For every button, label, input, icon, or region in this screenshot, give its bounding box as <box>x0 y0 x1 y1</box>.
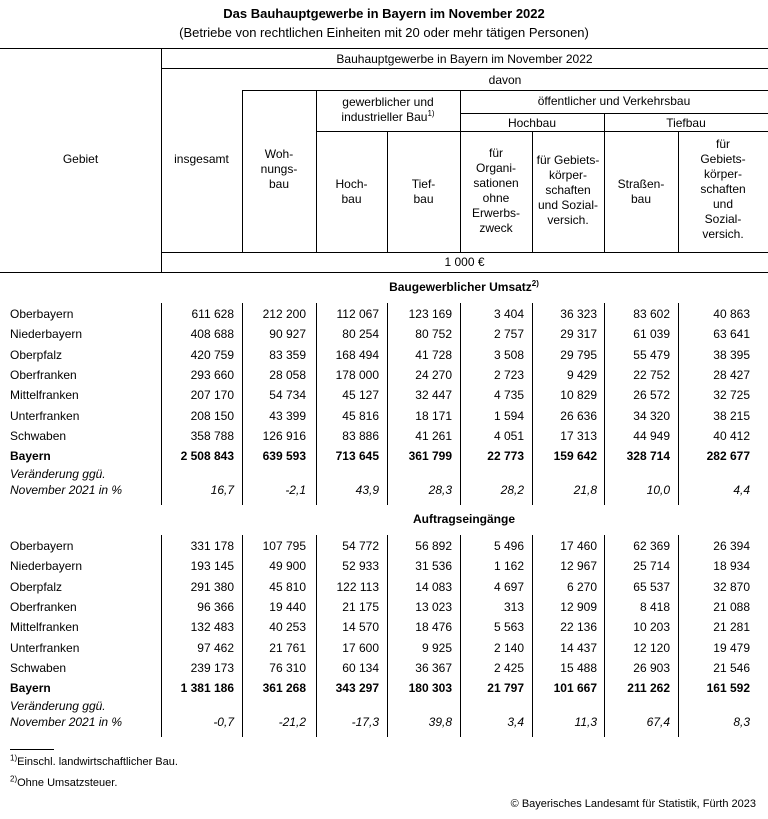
table-cell: -2,1 <box>285 483 306 498</box>
table-cell: 343 297 <box>335 681 379 696</box>
table-cell: 180 303 <box>408 681 452 696</box>
row-label: Oberfranken <box>10 599 77 614</box>
table-cell: 1 594 <box>493 408 524 423</box>
header-wohnungsbau <box>242 147 316 192</box>
table-cell: 13 023 <box>415 599 452 614</box>
footnote-ref: 2) <box>531 279 539 288</box>
table-cell: 36 367 <box>415 660 452 675</box>
table-cell: 10 829 <box>560 388 597 403</box>
header-line: für Gebiets- <box>536 153 600 167</box>
row-label: Oberpfalz <box>10 347 63 362</box>
header-davon: davon <box>488 73 522 87</box>
table-row <box>0 324 768 344</box>
table-cell: 293 660 <box>190 367 234 382</box>
page-title: Das Bauhauptgewerbe in Bayern im November 2022 <box>223 6 545 21</box>
header-line: Sozial- <box>704 212 742 226</box>
table-cell: 55 479 <box>633 347 670 362</box>
table-row <box>0 345 768 365</box>
total-row <box>0 678 768 698</box>
header-gebietskoerperschaften-tiefbau <box>678 137 768 242</box>
row-label: Schwaben <box>10 428 67 443</box>
footnote-mark: 1) <box>10 753 18 763</box>
table-cell: 17 600 <box>342 640 379 655</box>
table-cell: 112 067 <box>336 307 379 321</box>
row-label: Bayern <box>10 449 51 464</box>
table-cell: 21 088 <box>713 599 750 614</box>
row-label: Veränderung ggü. <box>10 699 106 714</box>
table-cell: 2 425 <box>493 660 524 675</box>
table-cell: 313 <box>503 599 524 614</box>
table-top-rule <box>0 48 768 49</box>
table-cell: 22 136 <box>560 620 597 635</box>
table-cell: 22 752 <box>633 367 670 382</box>
header-line: versich. <box>702 227 744 241</box>
table-cell: 2 723 <box>493 367 524 382</box>
header-line: gewerblicher und <box>342 95 434 109</box>
footnote-1 <box>10 753 178 768</box>
table-cell: 24 270 <box>415 367 452 382</box>
row-label: November 2021 in % <box>10 483 123 498</box>
section-title-text: Auftragseingänge <box>412 512 515 526</box>
table-cell: 12 120 <box>633 640 670 655</box>
header-unit: 1 000 € <box>444 255 485 269</box>
header-strassenbau <box>604 177 678 207</box>
table-row <box>0 597 768 617</box>
table-cell: 28 427 <box>713 367 750 382</box>
table-cell: 80 254 <box>342 327 379 342</box>
page-subtitle: (Betriebe von rechtlichen Einheiten mit 20 oder mehr tätigen Personen) <box>179 25 589 40</box>
header-line: Tief- <box>411 177 436 191</box>
table-cell: 63 641 <box>713 327 750 342</box>
header-line: industrieller Bau <box>341 110 428 124</box>
table-cell: 90 927 <box>269 327 306 342</box>
table-cell: 62 369 <box>633 539 670 553</box>
table-cell: 38 395 <box>713 347 750 362</box>
table-cell: 291 380 <box>190 579 234 594</box>
table-cell: 61 039 <box>633 327 670 342</box>
table-cell: 26 636 <box>560 408 597 423</box>
table-cell: 14 437 <box>560 640 597 655</box>
table-cell: 14 083 <box>415 579 452 594</box>
table-cell: 132 483 <box>190 620 234 635</box>
table-cell: 12 909 <box>560 599 597 614</box>
header-tiefbau <box>387 177 460 207</box>
table-cell: 5 496 <box>493 539 524 553</box>
table-cell: 21 761 <box>269 640 306 655</box>
table-cell: 1 162 <box>493 559 524 574</box>
header-rule <box>460 113 768 114</box>
table-cell: 19 440 <box>269 599 306 614</box>
header-line: körper- <box>548 168 587 182</box>
row-label: Oberbayern <box>10 307 74 321</box>
table-cell: 43,9 <box>355 483 379 498</box>
change-row <box>0 698 768 734</box>
table-cell: 123 169 <box>408 307 452 321</box>
table-cell: 28 058 <box>269 367 306 382</box>
table-cell: 239 173 <box>190 660 234 675</box>
table-cell: 26 394 <box>713 539 750 553</box>
table-cell: 361 268 <box>262 681 306 696</box>
table-cell: 4 735 <box>493 388 524 403</box>
table-cell: 3 508 <box>493 347 524 362</box>
table-cell: 80 752 <box>415 327 452 342</box>
header-organisationen <box>460 146 532 236</box>
table-cell: 4 697 <box>493 579 524 594</box>
table-row <box>0 406 768 426</box>
table-cell: 32 447 <box>415 388 452 403</box>
row-label: Niederbayern <box>10 559 83 574</box>
table-cell: 1 381 186 <box>180 681 234 696</box>
row-label: Bayern <box>10 681 51 696</box>
table-cell: 208 150 <box>190 408 234 423</box>
header-line: bau <box>341 192 362 206</box>
table-cell: 45 127 <box>342 388 379 403</box>
table-cell: 28,3 <box>428 483 452 498</box>
table-cell: 2 508 843 <box>180 449 234 464</box>
table-cell: 8 418 <box>639 599 670 614</box>
table-cell: 40 412 <box>713 428 750 443</box>
header-gebiet: Gebiet <box>62 152 99 166</box>
table-cell: 83 886 <box>342 428 379 443</box>
table-cell: 17 313 <box>560 428 597 443</box>
table-cell: 10 203 <box>633 620 670 635</box>
table-cell: 17 460 <box>560 539 597 553</box>
footnote-rule <box>10 749 54 750</box>
header-rule <box>316 131 768 132</box>
table-cell: 26 903 <box>633 660 670 675</box>
header-line: Organi- <box>475 161 516 175</box>
table-cell: 6 270 <box>566 579 597 594</box>
table-cell: 44 949 <box>633 428 670 443</box>
row-label: Unterfranken <box>10 640 80 655</box>
header-tiefbau-group: Tiefbau <box>666 116 706 130</box>
table-cell: 45 816 <box>342 408 379 423</box>
table-cell: 126 916 <box>262 428 306 443</box>
row-label: Schwaben <box>10 660 67 675</box>
table-cell: 4 051 <box>493 428 524 443</box>
table-cell: 21 797 <box>487 681 524 696</box>
header-line: körper- <box>703 167 742 181</box>
header-gebietskoerperschaften-hochbau <box>532 153 604 228</box>
table-cell: 45 810 <box>269 579 306 594</box>
copyright: © Bayerisches Landesamt für Statistik, Fürth 2023 <box>510 798 756 810</box>
table-cell: 65 537 <box>633 579 670 594</box>
table-cell: 21,8 <box>573 483 597 498</box>
table-cell: 54 734 <box>269 388 306 403</box>
table-cell: 107 795 <box>262 539 306 553</box>
header-line: und <box>712 197 734 211</box>
row-label: Unterfranken <box>10 408 80 423</box>
table-cell: 19 479 <box>713 640 750 655</box>
table-cell: 4,4 <box>733 483 750 498</box>
header-line: Erwerbs- <box>471 206 520 220</box>
table-cell: 2 140 <box>493 640 524 655</box>
table-cell: 18 934 <box>713 559 750 574</box>
table-cell: -0,7 <box>213 715 234 730</box>
table-cell: 211 262 <box>627 681 670 696</box>
table-cell: 52 933 <box>342 559 379 574</box>
table-cell: 41 261 <box>415 428 452 443</box>
table-cell: 611 628 <box>191 307 234 321</box>
table-cell: 10,0 <box>646 483 670 498</box>
table-cell: 361 799 <box>408 449 452 464</box>
table-cell: 32 870 <box>713 579 750 594</box>
table-cell: 282 677 <box>706 449 750 464</box>
section-title-auftraege <box>160 512 768 526</box>
table-cell: 83 359 <box>269 347 306 362</box>
header-line: schaften <box>700 182 746 196</box>
table-cell: 5 563 <box>493 620 524 635</box>
header-rule <box>242 90 768 91</box>
table-cell: 2 757 <box>493 327 524 342</box>
table-cell: 40 863 <box>713 307 750 321</box>
table-cell: 3,4 <box>507 715 524 730</box>
table-cell: 36 323 <box>560 307 597 321</box>
header-line: ohne <box>482 191 510 205</box>
header-line: für <box>488 146 503 160</box>
header-gewerblicher <box>316 95 460 125</box>
table-cell: 34 320 <box>633 408 670 423</box>
table-cell: 358 788 <box>190 428 234 443</box>
table-cell: 18 476 <box>415 620 452 635</box>
table-row <box>0 536 768 556</box>
header-line: schaften <box>545 183 591 197</box>
table-cell: 26 572 <box>633 388 670 403</box>
table-row <box>0 556 768 576</box>
table-cell: 8,3 <box>733 715 750 730</box>
table-cell: 3 404 <box>493 307 524 321</box>
table-cell: 178 000 <box>335 367 379 382</box>
table-row <box>0 426 768 446</box>
table-row <box>0 385 768 405</box>
table-row <box>0 638 768 658</box>
table-cell: 97 462 <box>197 640 234 655</box>
header-oeffentlicher: öffentlicher und Verkehrsbau <box>537 94 691 108</box>
table-cell: 639 593 <box>262 449 306 464</box>
table-cell: 18 171 <box>415 408 452 423</box>
table-cell: 38 215 <box>713 408 750 423</box>
header-line: Woh- <box>264 147 294 161</box>
header-rule <box>161 252 768 253</box>
table-cell: 161 592 <box>706 681 750 696</box>
table-row <box>0 577 768 597</box>
header-top: Bauhauptgewerbe in Bayern im November 2022 <box>336 52 593 66</box>
table-cell: 168 494 <box>335 347 379 362</box>
table-cell: 15 488 <box>560 660 597 675</box>
table-cell: 60 134 <box>342 660 379 675</box>
table-row <box>0 365 768 385</box>
table-cell: 713 645 <box>335 449 379 464</box>
table-cell: 21 546 <box>713 660 750 675</box>
table-cell: 420 759 <box>190 347 234 362</box>
table-cell: 83 602 <box>633 307 670 321</box>
row-label: Oberbayern <box>10 539 74 553</box>
table-cell: 54 772 <box>342 539 379 553</box>
header-insgesamt: insgesamt <box>174 152 229 166</box>
table-cell: 331 178 <box>190 539 234 553</box>
header-line: versich. <box>547 213 589 227</box>
table-cell: 25 714 <box>633 559 670 574</box>
header-rule <box>161 68 768 69</box>
table-cell: 67,4 <box>646 715 670 730</box>
row-label: Mittelfranken <box>10 388 79 403</box>
table-cell: 11,3 <box>574 715 597 730</box>
table-row <box>0 658 768 678</box>
table-cell: 12 967 <box>560 559 597 574</box>
row-label: Oberfranken <box>10 367 77 382</box>
total-row <box>0 446 768 466</box>
table-cell: 193 145 <box>190 559 234 574</box>
footnote-2 <box>10 774 118 789</box>
table-cell: 29 317 <box>560 327 597 342</box>
footnote-text: Einschl. landwirtschaftlicher Bau. <box>17 756 178 768</box>
table-cell: 40 253 <box>269 620 306 635</box>
table-cell: 76 310 <box>269 660 306 675</box>
table-cell: 39,8 <box>428 715 452 730</box>
header-line: Straßen- <box>617 177 665 191</box>
table-cell: 212 200 <box>262 307 306 321</box>
table-cell: 101 667 <box>553 681 597 696</box>
table-cell: 31 536 <box>415 559 452 574</box>
section-title-text: Baugewerblicher Umsatz <box>389 280 532 294</box>
header-line: und Sozial- <box>537 198 599 212</box>
footnote-mark: 2) <box>10 774 18 784</box>
row-label: Niederbayern <box>10 327 83 342</box>
table-row <box>0 617 768 637</box>
row-label: Mittelfranken <box>10 620 79 635</box>
header-line: Gebiets- <box>700 152 746 166</box>
table-cell: 9 925 <box>421 640 452 655</box>
table-cell: 122 113 <box>336 579 379 594</box>
table-cell: 96 366 <box>197 599 234 614</box>
header-hochbau-group: Hochbau <box>507 116 557 130</box>
header-line: bau <box>413 192 434 206</box>
table-cell: 21 281 <box>713 620 750 635</box>
footnote-ref: 1) <box>427 109 435 118</box>
table-cell: -21,2 <box>278 715 306 730</box>
row-label: Oberpfalz <box>10 579 63 594</box>
table-cell: 32 725 <box>713 388 750 403</box>
footnote-text: Ohne Umsatzsteuer. <box>17 777 118 789</box>
header-line: bau <box>630 192 652 206</box>
table-cell: 159 642 <box>553 449 597 464</box>
table-cell: 56 892 <box>415 539 452 553</box>
table-cell: 328 714 <box>626 449 670 464</box>
table-cell: -17,3 <box>351 715 379 730</box>
header-line: nungs- <box>260 162 298 176</box>
table-row <box>0 304 768 324</box>
header-bottom-rule <box>0 272 768 273</box>
header-hochbau <box>316 177 387 207</box>
table-cell: 21 175 <box>342 599 379 614</box>
table-cell: 16,7 <box>210 483 234 498</box>
table-cell: 408 688 <box>190 327 234 342</box>
header-line: sationen <box>473 176 519 190</box>
table-cell: 22 773 <box>487 449 524 464</box>
header-line: für <box>715 137 730 151</box>
row-label: November 2021 in % <box>10 715 123 730</box>
table-cell: 43 399 <box>269 408 306 423</box>
table-cell: 207 170 <box>190 388 234 403</box>
table-cell: 29 795 <box>560 347 597 362</box>
table-cell: 9 429 <box>566 367 597 382</box>
row-label: Veränderung ggü. <box>10 467 106 482</box>
section-title-umsatz <box>160 280 768 294</box>
table-cell: 14 570 <box>342 620 379 635</box>
header-line: zweck <box>479 221 513 235</box>
change-row <box>0 466 768 502</box>
header-line: bau <box>268 177 290 191</box>
table-cell: 49 900 <box>269 559 306 574</box>
table-cell: 41 728 <box>415 347 452 362</box>
header-line: Hoch- <box>335 177 368 191</box>
table-cell: 28,2 <box>500 483 524 498</box>
